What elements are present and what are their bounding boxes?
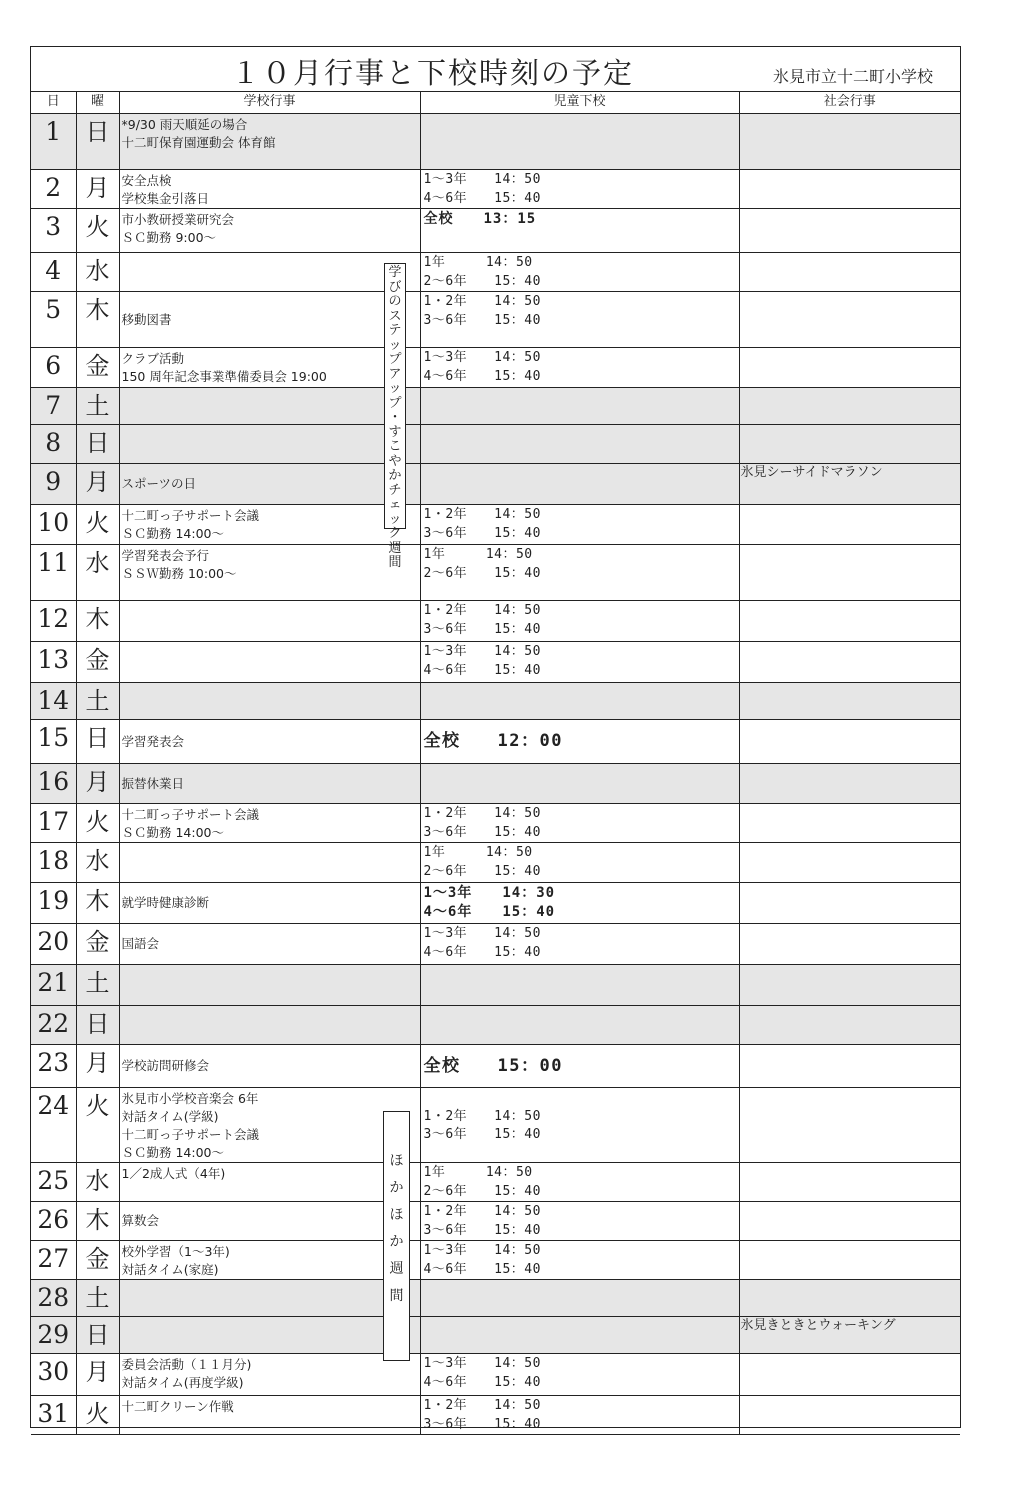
- dismissal-cell: 1～3年 14：50 4～6年 15：40: [420, 1354, 739, 1396]
- side-note-week2: ほ か ほ か 週 間: [383, 1111, 410, 1361]
- day-cell: 27: [31, 1241, 76, 1280]
- events-cell: [119, 883, 420, 924]
- table-row: [31, 1006, 960, 1045]
- event-line: 振替休業日: [121, 775, 185, 791]
- day-cell: 3: [31, 209, 76, 253]
- social-cell: [739, 505, 960, 545]
- dismissal-cell: 全校 15：00: [420, 1045, 739, 1088]
- social-cell: [739, 764, 960, 804]
- table-row: [31, 545, 960, 601]
- events-cell: [119, 1317, 420, 1354]
- day-cell: 19: [31, 883, 76, 924]
- day-cell: 4: [31, 253, 76, 292]
- event-line: 校外学習（1～3年): [121, 1244, 230, 1259]
- social-cell: [739, 924, 960, 965]
- table-row: [31, 1088, 960, 1163]
- day-cell: 22: [31, 1006, 76, 1045]
- event-line: 氷見市小学校音楽会 6年: [121, 1091, 259, 1106]
- event-line: 算数会: [121, 1213, 160, 1228]
- weekday-cell: 火: [76, 1088, 119, 1163]
- weekday-cell: 土: [76, 683, 119, 720]
- weekday-cell: 木: [76, 601, 119, 642]
- table-row: [31, 170, 960, 209]
- dismissal-cell: 1・2年 14：50 3～6年 15：40: [420, 292, 739, 348]
- social-cell: [739, 601, 960, 642]
- dismissal-cell: 1～3年 14：50 4～6年 15：40: [420, 642, 739, 683]
- schedule-table: [31, 92, 960, 1435]
- table-row: [31, 1354, 960, 1396]
- day-cell: 21: [31, 965, 76, 1006]
- day-cell: 6: [31, 348, 76, 388]
- social-cell: [739, 1396, 960, 1435]
- social-cell: 氷見シーサイドマラソン: [739, 464, 960, 505]
- weekday-cell: 月: [76, 764, 119, 804]
- social-cell: [739, 1354, 960, 1396]
- table-row: [31, 1317, 960, 1354]
- events-cell: [119, 843, 420, 883]
- table-row: [31, 601, 960, 642]
- day-cell: 20: [31, 924, 76, 965]
- events-cell: [119, 924, 420, 965]
- event-line: 十二町保育園運動会 体育館: [121, 135, 276, 150]
- dismissal-cell: 1年 14：50 2～6年 15：40: [420, 253, 739, 292]
- dismissal-cell: 1～3年 14：50 4～6年 15：40: [420, 924, 739, 965]
- day-cell: 9: [31, 464, 76, 505]
- day-cell: 7: [31, 388, 76, 425]
- table-row: [31, 642, 960, 683]
- events-cell: [119, 253, 420, 292]
- day-cell: 2: [31, 170, 76, 209]
- weekday-cell: 月: [76, 464, 119, 505]
- school-name: 氷見市立十二町小学校: [773, 67, 934, 86]
- events-cell: [119, 114, 420, 170]
- events-cell: [119, 720, 420, 764]
- weekday-cell: 土: [76, 965, 119, 1006]
- dismissal-cell: 1年 14：50 2～6年 15：40: [420, 1163, 739, 1202]
- event-line: ＳＣ勤務 14:00～: [121, 526, 224, 541]
- dismissal-cell: [420, 1006, 739, 1045]
- event-line: スポーツの日: [121, 476, 197, 491]
- day-cell: 30: [31, 1354, 76, 1396]
- events-cell: [119, 683, 420, 720]
- day-cell: 24: [31, 1088, 76, 1163]
- dismissal-cell: 1年 14：50 2～6年 15：40: [420, 843, 739, 883]
- dismissal-cell: 1～3年 14：50 4～6年 15：40: [420, 170, 739, 209]
- weekday-cell: 火: [76, 804, 119, 843]
- events-cell: [119, 764, 420, 804]
- event-line: 学習発表会予行: [121, 548, 210, 563]
- day-cell: 23: [31, 1045, 76, 1088]
- social-cell: [739, 209, 960, 253]
- table-row: [31, 1241, 960, 1280]
- dismissal-cell: [420, 683, 739, 720]
- dismissal-cell: 1・2年 14：50 3～6年 15：40: [420, 1396, 739, 1435]
- weekday-cell: 金: [76, 924, 119, 965]
- header-social: 社会行事: [739, 92, 960, 114]
- table-row: [31, 253, 960, 292]
- day-cell: 10: [31, 505, 76, 545]
- social-cell: [739, 425, 960, 464]
- weekday-cell: 月: [76, 1045, 119, 1088]
- table-row: [31, 388, 960, 425]
- day-cell: 31: [31, 1396, 76, 1435]
- day-cell: 11: [31, 545, 76, 601]
- weekday-cell: 火: [76, 209, 119, 253]
- day-cell: 29: [31, 1317, 76, 1354]
- events-cell: [119, 425, 420, 464]
- event-line: 対話タイム(家庭): [121, 1262, 219, 1277]
- dismissal-cell: 1・2年 14：50 3～6年 15：40: [420, 1202, 739, 1241]
- events-cell: [119, 1354, 420, 1396]
- header-row: [31, 92, 960, 114]
- event-line: 市小教研授業研究会: [121, 212, 235, 227]
- table-row: [31, 114, 960, 170]
- dismissal-cell: 1・2年 14：50 3～6年 15：40: [420, 1088, 739, 1163]
- weekday-cell: 金: [76, 1241, 119, 1280]
- event-line: ＳＣ勤務 14:00～: [121, 825, 224, 840]
- table-row: [31, 1163, 960, 1202]
- events-cell: [119, 388, 420, 425]
- events-cell: [119, 1241, 420, 1280]
- header-events: 学校行事: [119, 92, 420, 114]
- weekday-cell: 月: [76, 170, 119, 209]
- table-row: [31, 1396, 960, 1435]
- table-row: [31, 505, 960, 545]
- event-line: *9/30 雨天順延の場合: [121, 117, 248, 132]
- event-line: 学校集金引落日: [121, 191, 210, 206]
- social-cell: [739, 253, 960, 292]
- social-cell: [739, 1088, 960, 1163]
- social-cell: [739, 843, 960, 883]
- dismissal-cell: [420, 965, 739, 1006]
- event-line: 安全点検: [121, 173, 172, 188]
- weekday-cell: 土: [76, 388, 119, 425]
- dismissal-cell: 1・2年 14：50 3～6年 15：40: [420, 804, 739, 843]
- events-cell: [119, 1280, 420, 1317]
- dismissal-cell: [420, 425, 739, 464]
- social-cell: [739, 170, 960, 209]
- day-cell: 17: [31, 804, 76, 843]
- event-line: 国語会: [121, 936, 160, 951]
- table-row: [31, 425, 960, 464]
- table-row: [31, 924, 960, 965]
- event-line: 1／2成人式（4年): [121, 1166, 226, 1181]
- events-cell: [119, 348, 420, 388]
- weekday-cell: 火: [76, 1396, 119, 1435]
- table-row: [31, 804, 960, 843]
- social-cell: [739, 1241, 960, 1280]
- table-row: [31, 764, 960, 804]
- social-cell: [739, 348, 960, 388]
- day-cell: 12: [31, 601, 76, 642]
- weekday-cell: 月: [76, 1354, 119, 1396]
- weekday-cell: 日: [76, 425, 119, 464]
- day-cell: 1: [31, 114, 76, 170]
- events-cell: [119, 601, 420, 642]
- table-row: [31, 348, 960, 388]
- table-row: [31, 464, 960, 505]
- event-line: 対話タイム(再度学級): [121, 1375, 244, 1390]
- events-cell: [119, 642, 420, 683]
- dismissal-cell: [420, 764, 739, 804]
- day-cell: 16: [31, 764, 76, 804]
- weekday-cell: 金: [76, 348, 119, 388]
- event-line: 委員会活動（１１月分): [121, 1357, 252, 1372]
- events-cell: [119, 209, 420, 253]
- table-row: [31, 843, 960, 883]
- event-line: ＳＣ勤務 9:00～: [121, 230, 217, 245]
- social-cell: [739, 1280, 960, 1317]
- dismissal-cell: [420, 464, 739, 505]
- event-line: ＳＣ勤務 14:00～: [121, 1145, 224, 1160]
- social-cell: [739, 292, 960, 348]
- social-cell: [739, 965, 960, 1006]
- day-cell: 28: [31, 1280, 76, 1317]
- social-cell: [739, 1163, 960, 1202]
- social-cell: [739, 1202, 960, 1241]
- page-title: １０月行事と下校時刻の予定: [231, 56, 635, 90]
- header-weekday: 曜: [76, 92, 119, 114]
- weekday-cell: 水: [76, 545, 119, 601]
- weekday-cell: 土: [76, 1280, 119, 1317]
- dismissal-cell: 1・2年 14：50 3～6年 15：40: [420, 505, 739, 545]
- event-line: 移動図書: [121, 311, 172, 327]
- dismissal-cell: 全校 13：15: [420, 209, 739, 253]
- weekday-cell: 木: [76, 292, 119, 348]
- events-cell: [119, 505, 420, 545]
- event-line: 十二町っ子サポート会議: [121, 807, 260, 822]
- social-cell: [739, 1006, 960, 1045]
- events-cell: [119, 1163, 420, 1202]
- table-row: [31, 209, 960, 253]
- weekday-cell: 水: [76, 843, 119, 883]
- social-cell: [739, 683, 960, 720]
- header-day: 日: [31, 92, 76, 114]
- schedule-body: [31, 114, 960, 1435]
- title-bar: [31, 47, 960, 92]
- event-line: 就学時健康診断: [121, 895, 210, 910]
- social-cell: [739, 720, 960, 764]
- side-note-week1: 学 び の ス テ ッ プ ア ッ プ ・ す こ や か チ ェ ッ ク 週 間: [384, 263, 406, 529]
- dismissal-cell: [420, 1317, 739, 1354]
- table-row: [31, 1280, 960, 1317]
- event-line: クラブ活動: [121, 351, 185, 366]
- day-cell: 15: [31, 720, 76, 764]
- dismissal-cell: 1～3年 14：50 4～6年 15：40: [420, 1241, 739, 1280]
- weekday-cell: 水: [76, 1163, 119, 1202]
- events-cell: [119, 545, 420, 601]
- social-cell: [739, 1045, 960, 1088]
- weekday-cell: 日: [76, 1006, 119, 1045]
- table-row: [31, 292, 960, 348]
- social-cell: [739, 388, 960, 425]
- header-dismissal: 児童下校: [420, 92, 739, 114]
- day-cell: 5: [31, 292, 76, 348]
- dismissal-cell: [420, 1280, 739, 1317]
- dismissal-cell: [420, 388, 739, 425]
- social-cell: [739, 804, 960, 843]
- dismissal-cell: 全校 12：00: [420, 720, 739, 764]
- weekday-cell: 日: [76, 1317, 119, 1354]
- dismissal-cell: 1年 14：50 2～6年 15：40: [420, 545, 739, 601]
- event-line: 十二町っ子サポート会議: [121, 1127, 260, 1142]
- event-line: 150 周年記念事業準備委員会 19:00: [121, 369, 327, 384]
- day-cell: 13: [31, 642, 76, 683]
- table-row: [31, 683, 960, 720]
- table-row: [31, 1045, 960, 1088]
- events-cell: [119, 1396, 420, 1435]
- table-row: [31, 1202, 960, 1241]
- events-cell: [119, 804, 420, 843]
- events-cell: [119, 292, 420, 348]
- dismissal-cell: 1～3年 14：30 4～6年 15：40: [420, 883, 739, 924]
- day-cell: 8: [31, 425, 76, 464]
- weekday-cell: 日: [76, 720, 119, 764]
- dismissal-cell: 1～3年 14：50 4～6年 15：40: [420, 348, 739, 388]
- dismissal-cell: 1・2年 14：50 3～6年 15：40: [420, 601, 739, 642]
- weekday-cell: 木: [76, 883, 119, 924]
- weekday-cell: 水: [76, 253, 119, 292]
- weekday-cell: 火: [76, 505, 119, 545]
- schedule-sheet: [30, 46, 961, 1432]
- events-cell: [119, 965, 420, 1006]
- social-cell: [739, 642, 960, 683]
- day-cell: 26: [31, 1202, 76, 1241]
- table-row: [31, 720, 960, 764]
- social-cell: [739, 114, 960, 170]
- event-line: 学習発表会: [121, 733, 185, 749]
- events-cell: [119, 1006, 420, 1045]
- events-cell: [119, 1045, 420, 1088]
- day-cell: 25: [31, 1163, 76, 1202]
- weekday-cell: 日: [76, 114, 119, 170]
- events-cell: [119, 1202, 420, 1241]
- table-row: [31, 965, 960, 1006]
- day-cell: 18: [31, 843, 76, 883]
- weekday-cell: 木: [76, 1202, 119, 1241]
- social-cell: [739, 883, 960, 924]
- day-cell: 14: [31, 683, 76, 720]
- table-row: [31, 883, 960, 924]
- event-line: 十二町っ子サポート会議: [121, 508, 260, 523]
- dismissal-cell: [420, 114, 739, 170]
- event-line: 対話タイム(学級): [121, 1109, 219, 1124]
- social-cell: [739, 545, 960, 601]
- event-line: 十二町クリーン作戦: [121, 1399, 234, 1414]
- event-line: ＳＳＷ勤務 10:00～: [121, 566, 237, 581]
- social-cell: 氷見きときとウォーキング: [739, 1317, 960, 1354]
- weekday-cell: 金: [76, 642, 119, 683]
- events-cell: [119, 1088, 420, 1163]
- event-line: 学校訪問研修会: [121, 1058, 210, 1073]
- events-cell: [119, 464, 420, 505]
- events-cell: [119, 170, 420, 209]
